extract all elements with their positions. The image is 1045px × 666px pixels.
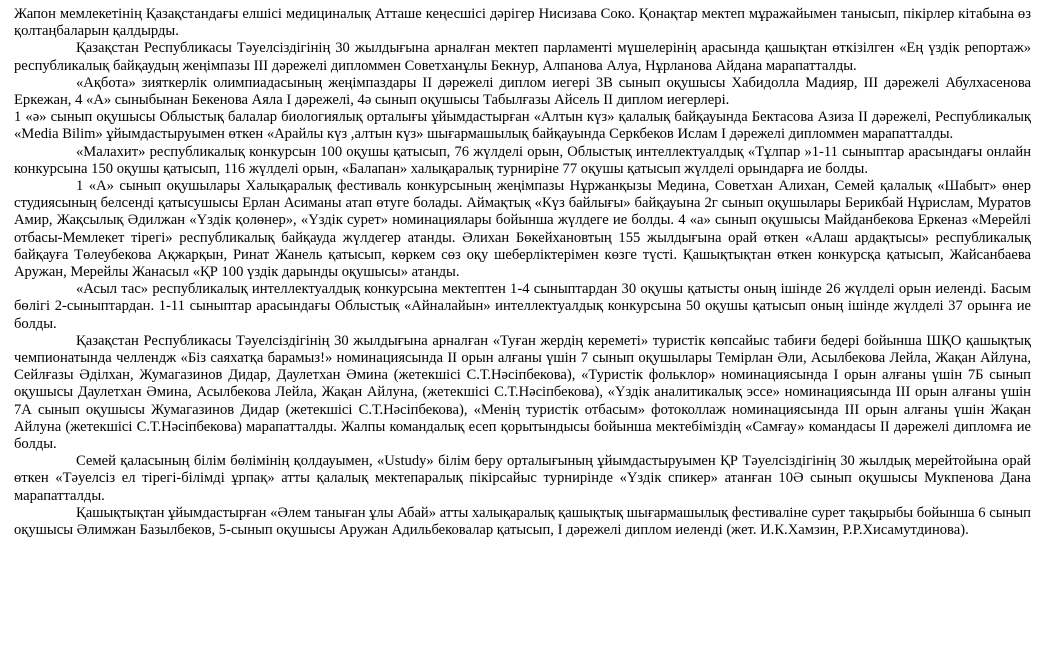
paragraph-malakhit-contest: «Малахит» республикалық конкурсын 100 оқушы қатысып, 76 жүлделі орын, Облыстық интеллектуалдық «Тұлпар »1-11 сыныптар арасындағы онлайн конкурсына 150 оқушы қатысып, 116 жүлделі орын, «Балапан» халықаралық турниріне 77 оқушы қатысып жүлделі орындарға ие болды. [14, 143, 1031, 177]
paragraph-abai-festival: Қашықтықтан ұйымдастырған «Әлем таныған ұлы Абай» атты халықаралық қашықтық шығармашылық фестиваліне сурет тақырыбы бойынша 6 сынып оқушысы Әлимжан Базылбеков, 5-сынып оқушысы Аружан Адильбековалар қатысып, І дәрежелі диплом иеленді (жет. И.К.Хамзин, Р.Р.Хисамутдинова). [14, 504, 1031, 539]
paragraph-best-report: Қазақстан Республикасы Тәуелсіздігінің 30 жылдығына арналған мектеп парламенті мүшелерінің арасында қашықтан өткізілген «Ең үздік репортаж» республикалық байқаудың жеңімпазы ІІІ дәрежелі дипломмен Советханұлы Бекнур, Алпанова Алуа, Нұрланова Айдана марапатталды. [14, 40, 1031, 74]
paragraph-festival-winners: 1 «А» сынып оқушылары Халықаралық фестиваль конкурсының жеңімпазы Нұржанқызы Медина, Советхан Алихан, Семей қалалық «Шабыт» өнер студиясының белсенді қатысушысы Ерлан Асиманы атап өтуге болады. Аймақтық «Күз байлығы» байқауына 2г сынып оқушылары Берикбай Нұрислам, Муратов Амир, Жақсылық Әдилжан «Үздік қолөнер», «Үздік сурет» номинациялары бойынша жүлдеге ие болды. 4 «а» сынып оқушысы Майданбекова Еркеназ «Мерейлі отбасы-Мемлекет тірегі» республикалық байқауда жүлдегер атанды. Әлихан Бөкейхановтың 155 жылдығына орай өткен «Алаш ардақтысы» республикалық байқауға Төлеубекова Ақжарқын, Ринат Жанель қатысып, көркем сөз оқу шеберліктерімен көзге түсті. Қашықтықтан өткен конкурсқа қатысып, Жайсанбаева Аружан, Мерейлы Жанасыл «ҚР 100 үздік дарынды оқушысы» атанды. [14, 178, 1031, 281]
paragraph-debate-tournament: Семей қаласының білім бөлімінің қолдауымен, «Ustudy» білім беру орталығының ұйымдастыруымен ҚР Тәуелсіздігінің 30 жылдық мерейтойына орай өткен «Тәуелсіз ел тірегі-білімді ұрпақ» атты қалалық мектепаралық пікірсайыс турнирінде «Үздік спикер» атанған 10Ә сынып оқушысы Мукпенова Дана марапатталды. [14, 453, 1031, 504]
paragraph-japan-visit: Жапон мемлекетінің Қазақстандағы елшісі медициналық Атташе кеңесшісі дәрігер Нисизава Соко. Қонақтар мектеп мұражайымен танысып, пікірлер кітабына өз қолтаңбаларын қалдырды. [14, 6, 1031, 40]
paragraph-asyl-tas-contest: «Асыл тас» республикалық интеллектуалдық конкурсына мектептен 1-4 сыныптардан 30 оқушы қатысты оның ішінде 26 жүлделі орын иеленді. Басым бөлігі 2-сыныптардан. 1-11 сыныптар арасындағы Облыстық «Айналайын» интеллектуалдық конкурсына 50 оқушы қатысып оның ішінде жүлделі 37 орынға ие болды. [14, 281, 1031, 332]
paragraph-golden-autumn: 1 «ә» сынып оқушысы Облыстық балалар биологиялық орталығы ұйымдастырған «Алтын күз» қалалық байқауында Бектасова Азиза ІІ дәрежелі, Республикалық «Media Bilim» ұйымдастыруымен өткен «Арайлы күз ,алтын күз» шығармашылық байқауында Серкбеков Ислам І дәрежелі дипломмен марапатталды. [14, 109, 1031, 143]
paragraph-akbota-olympiad: «Ақбота» зияткерлік олимпиадасының жеңімпаздары ІІ дәрежелі диплом иегері 3В сынып оқушысы Хабидолла Мадияр, ІІІ дәрежелі Абулхасенова Еркежан, 4 «А» сыныбынан Бекенова Аяла І дәрежелі, 4ә сынып оқушысы Табылғазы Айсель ІІ диплом иегерлері. [14, 74, 1031, 109]
paragraph-tourism-championship: Қазақстан Республикасы Тәуелсіздігінің 30 жылдығына арналған «Туған жердің кереметі» туристік көпсайыс табиғи бедері бойынша ШҚО қашықтық чемпионатында челлендж «Біз саяхатқа барамыз!» номинациясында ІІ орын алғаны үшін 7 сынып оқушылары Темірлан Әли, Асылбекова Лейла, Жақан Айлуна, Сейлғазы Әділхан, Жумагазинов Дидар, Даулетхан Әмина (жетекшісі С.Т.Нәсіпбекова), «Туристік фольклор» номинациясында І орын алғаны үшін 7Б сынып оқушысы Даулетхан Әмина, Асылбекова Лейла, Жақан Айлуна, (жетекшісі С.Т.Нәсіпбекова), «Үздік аналитикалық эссе» номинациясында ІІІ орын алғаны үшін 7А сынып оқушысы Жумагазинов Дидар (жетекшісі С.Т.Нәсіпбекова), «Менің туристік отбасым» фотоколлаж номинациясында ІІІ орын алғаны үшін Жақан Айлуна (жетекшісі С.Т.Нәсіпбекова) марапатталды. Жалпы командалық есеп қорытындысы бойынша мектебіміздің «Самғау» командасы ІІ дәрежелі дипломға ие болды. [14, 332, 1031, 453]
